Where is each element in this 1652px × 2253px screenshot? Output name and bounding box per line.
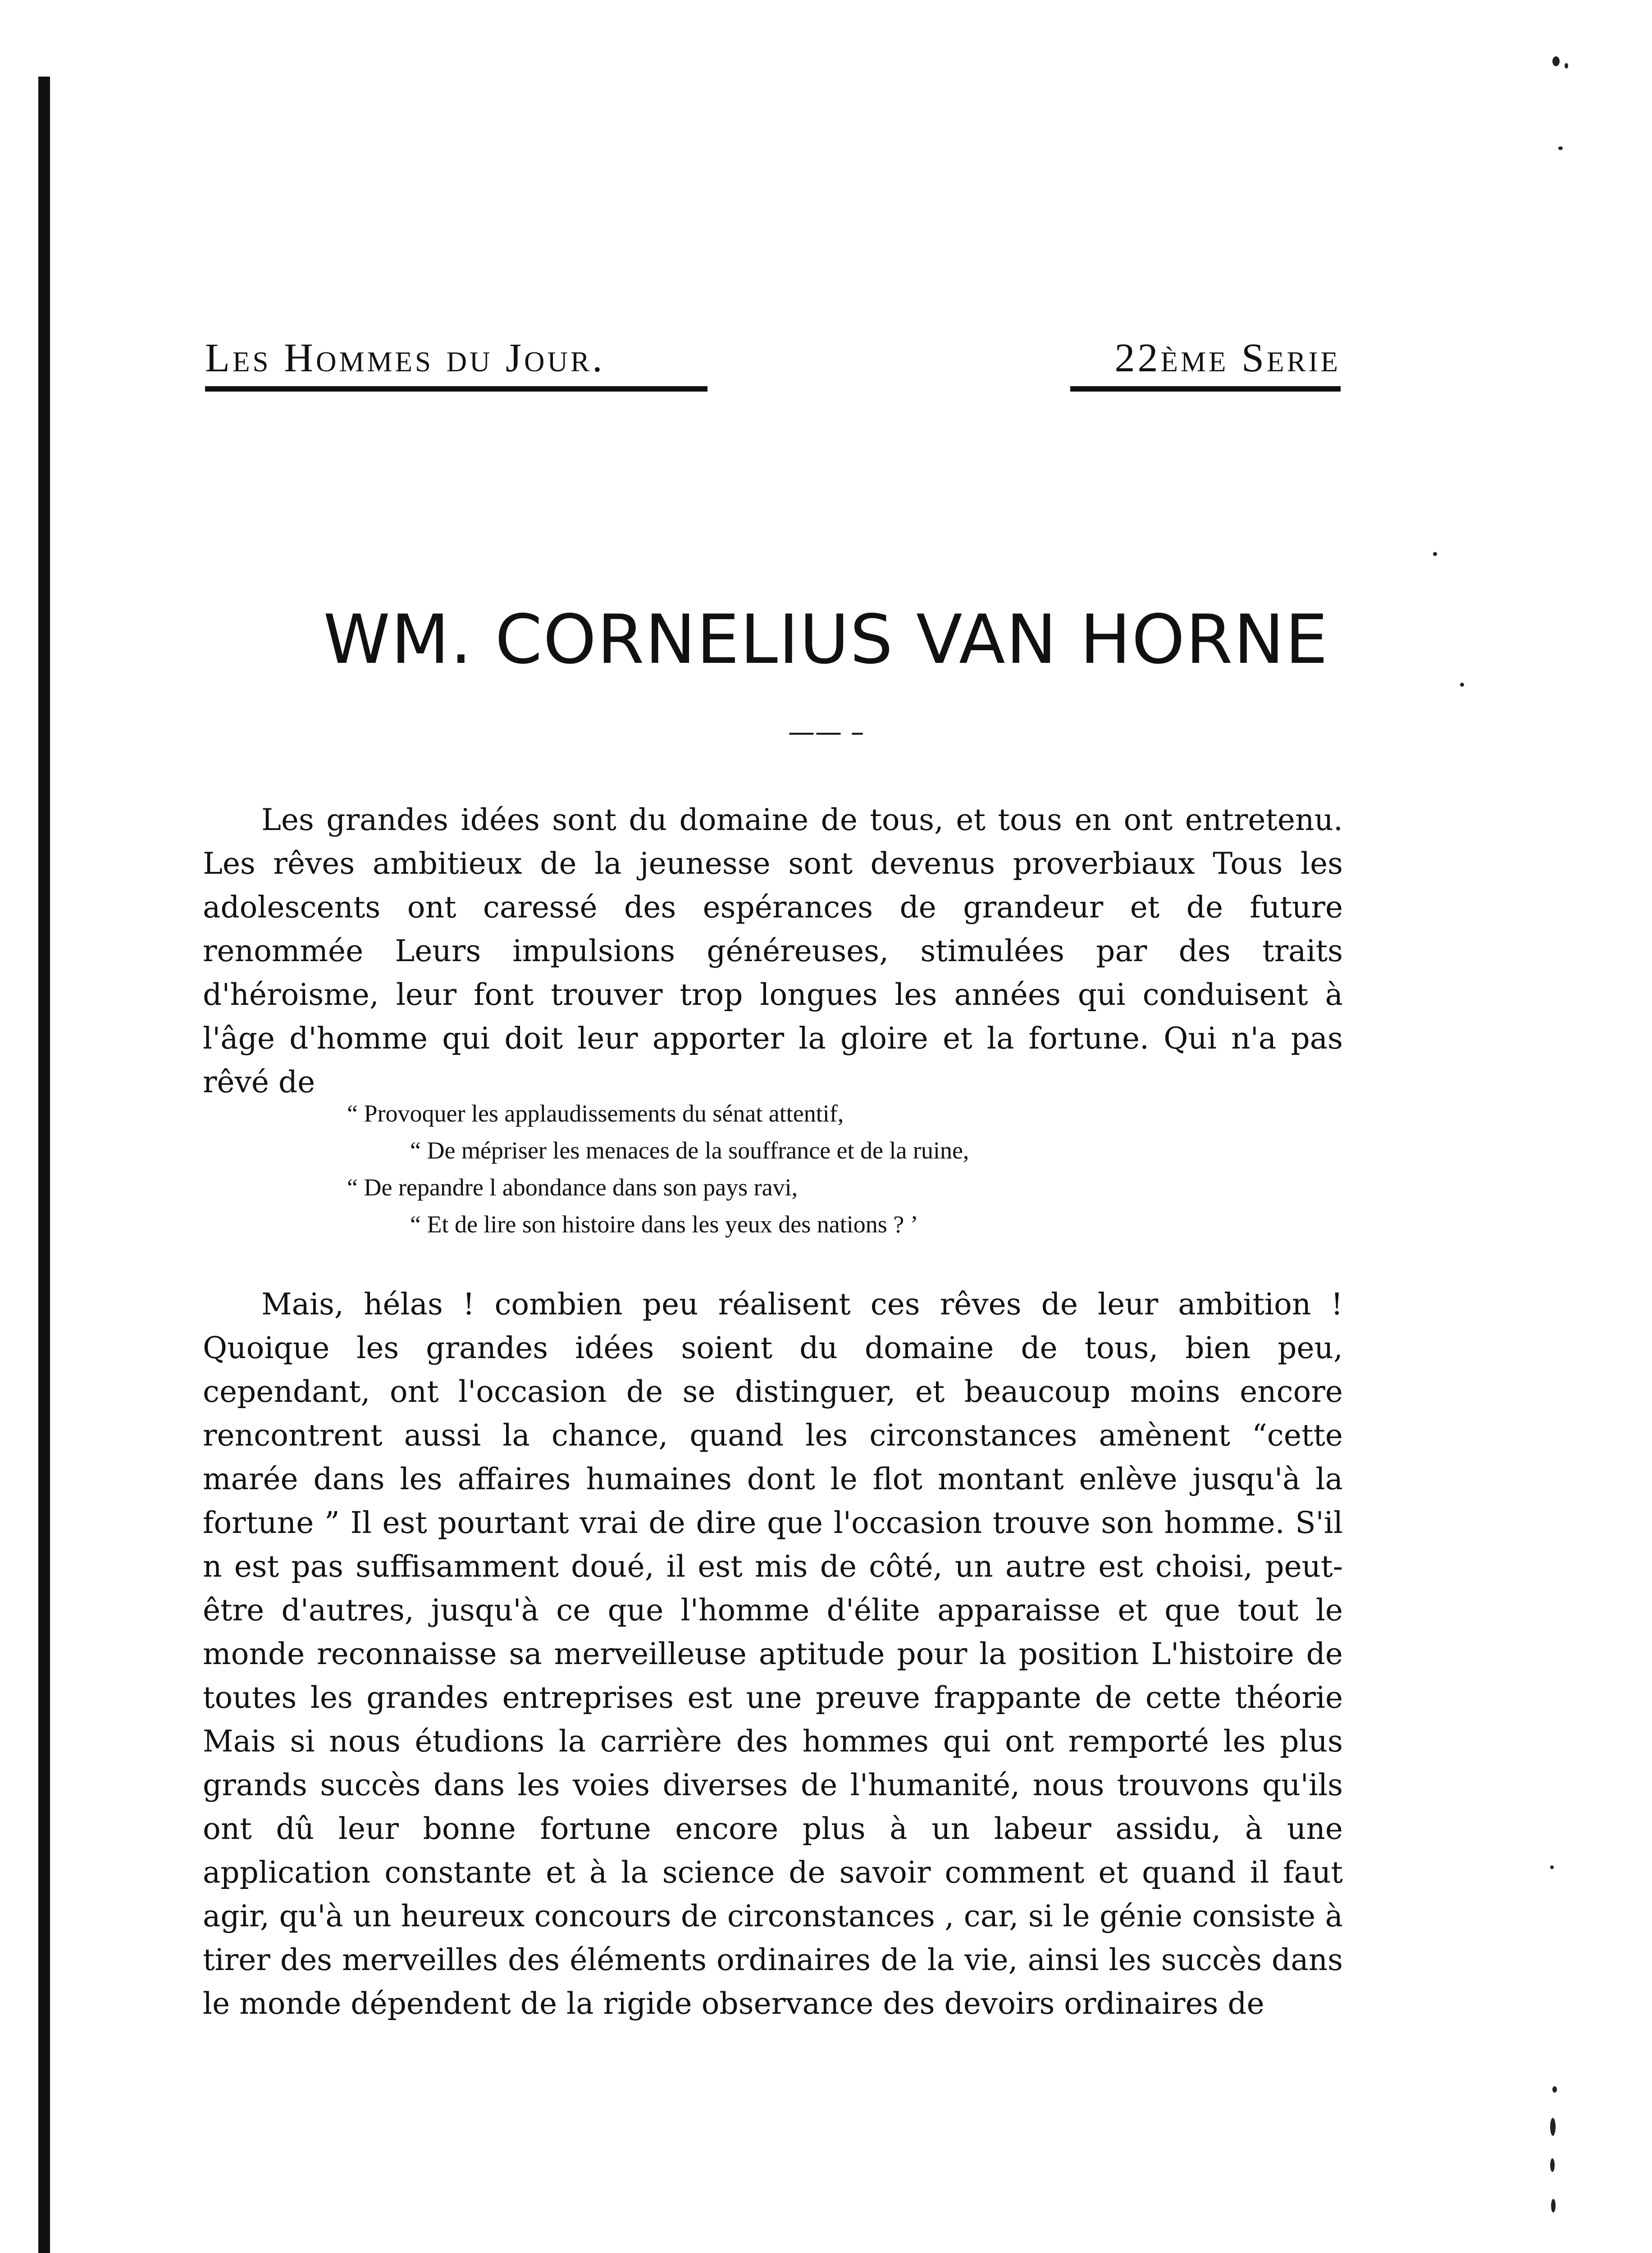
verse-line-1: “ Provoquer les applaudissements du sénat attentif, <box>347 1100 844 1127</box>
verse-line-3: “ De repandre l abondance dans son pays ravi, <box>347 1174 798 1201</box>
verse-line-2: “ De mépriser les menaces de la souffrance et de la ruine, <box>410 1137 969 1164</box>
paragraph-2: Mais, hélas ! combien peu réalisent ces rêves de leur ambition ! Quoique les grandes idées soient du domaine de tous, bien peu, cependant, ont l'occasion de se distinguer, et beaucoup moins encore rencontrent aussi la chance, quand les circonstances amènent “cette marée dans les affaires humaines dont le flot montant enlève jusqu'à la fortune ” Il est pourtant vrai de dire que l'occasion trouve son homme. S'il n est pas suffisamment doué, il est mis de côté, un autre est choisi, peut-être d'autres, jusqu'à ce que l'homme d'élite apparaisse et que tout le monde reconnaisse sa merveilleuse aptitude pour la position L'histoire de toutes les grandes entreprises est une preuve frappante de cette théorie Mais si nous étudions la carrière des hommes qui ont remporté les plus grands succès dans les voies diverses de l'humanité, nous trouvons qu'ils ont dû leur bonne fortune encore plus à un labeur assidu, à une application constante et à la science de savoir comment et quand il faut agir, qu'à un heureux concours de circonstances , car, si le génie consiste à tirer des merveilles des éléments ordinaires de la vie, ainsi les succès dans le monde dépendent de la rigide observance des devoirs ordinaires de <box>203 1287 1343 2021</box>
running-head <box>205 336 1341 394</box>
verse-quote <box>347 1095 1293 1243</box>
binding-edge-bar <box>38 77 50 2253</box>
paragraph-1: Les grandes idées sont du domaine de tous, et tous en ont entretenu. Les rêves ambitieux de la jeunesse sont devenus proverbiaux Tous les adolescents ont caressé des espérances de grandeur et de future renommée Leurs impulsions généreuses, stimulées par des traits d'héroisme, leur font trouver trop longues les années qui conduisent à l'âge d'homme qui doit leur apporter la gloire et la fortune. Qui n'a pas rêvé de <box>203 803 1343 1099</box>
article-title: WM. CORNELIUS VAN HORNE <box>323 601 1329 679</box>
series-underline <box>1070 386 1341 392</box>
title-ornament: —— – <box>788 716 864 748</box>
running-title-underline <box>205 386 707 392</box>
verse-line-4: “ Et de lire son histoire dans les yeux des nations ? ’ <box>410 1211 918 1238</box>
series-label: 22ème Serie <box>1114 336 1341 380</box>
running-title: Les Hommes du Jour. <box>205 336 605 380</box>
